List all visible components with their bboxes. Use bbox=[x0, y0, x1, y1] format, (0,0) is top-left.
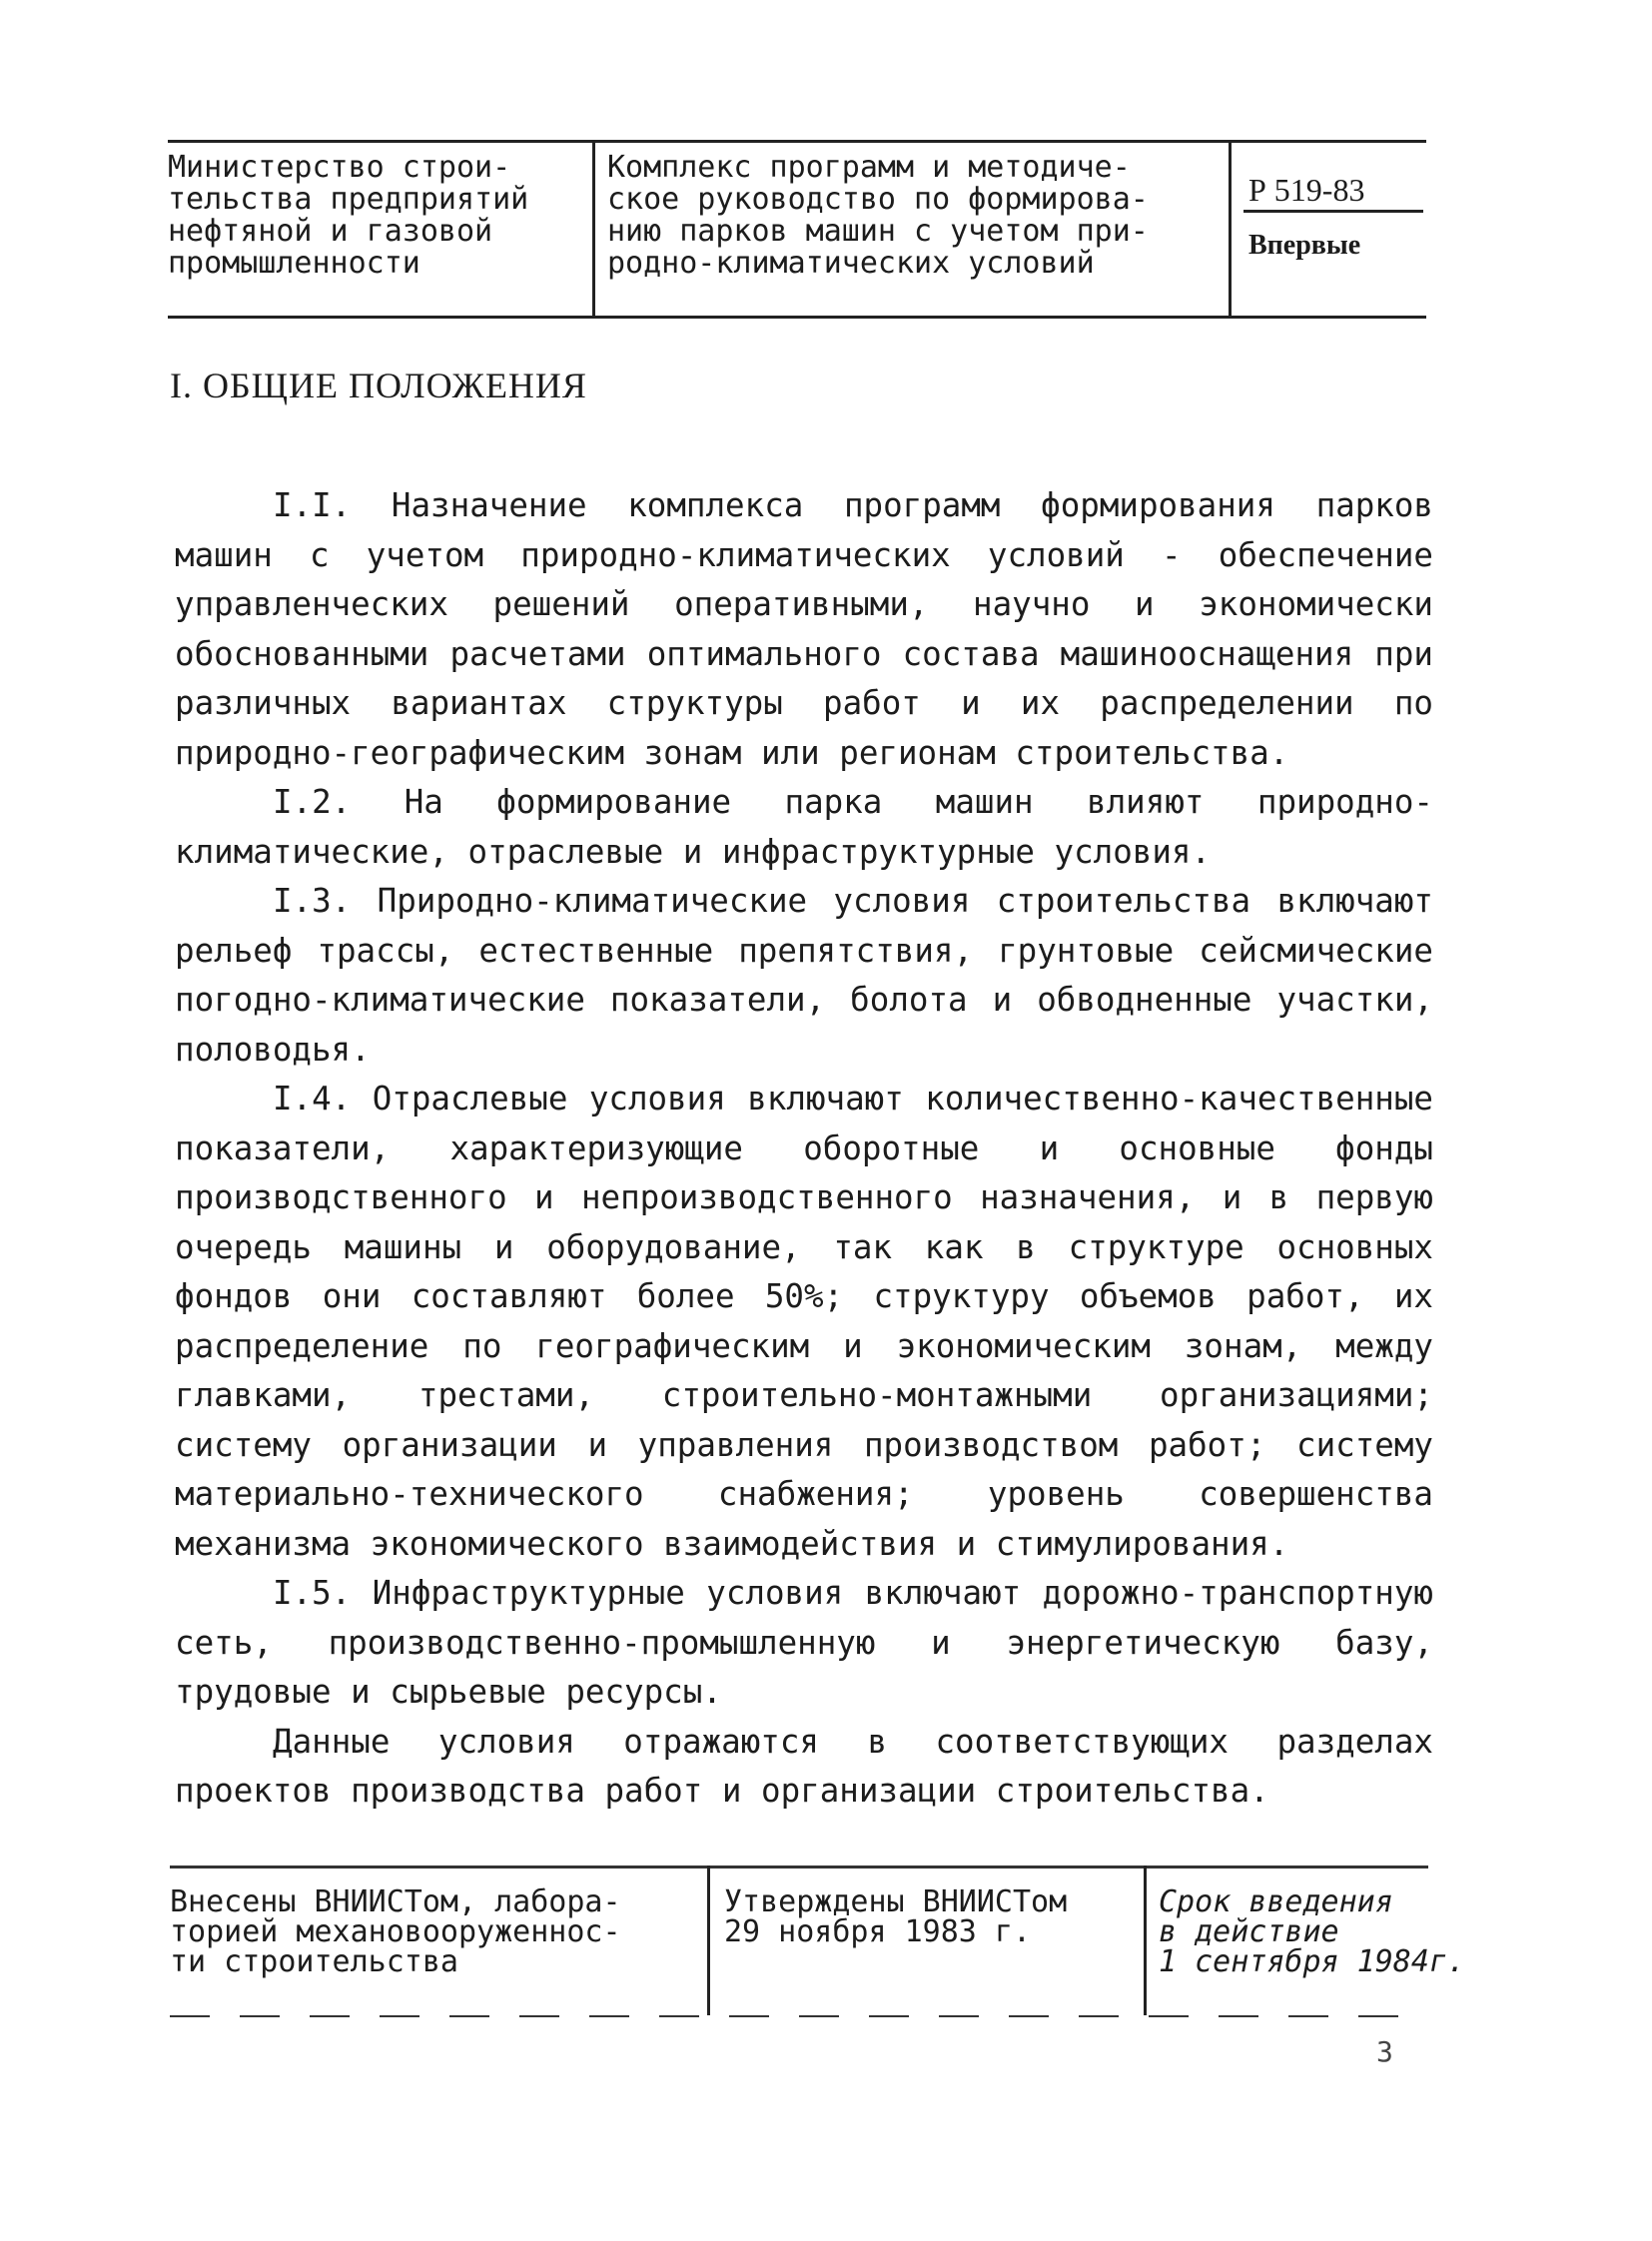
paragraph bbox=[175, 778, 1433, 877]
approved-by: Утверждены ВНИИСТом 29 ноября 1983 г. bbox=[724, 1884, 1068, 1949]
submitted-by: Внесены ВНИИСТом, лабора- торией механовооруженнос- ти строительства bbox=[170, 1884, 621, 1979]
footer-table bbox=[170, 1866, 1466, 2025]
header-divider-1 bbox=[592, 140, 595, 318]
document-title: Комплекс программ и методиче- ское руководство по формирова- нию парков машин с учетом при- родно-климатических условий bbox=[607, 150, 1149, 281]
paragraph-text: На формирование парка машин влияют природно-климатические, отраслевые и инфраструктурные условия. bbox=[175, 783, 1433, 871]
page-number: 3 bbox=[1376, 2035, 1393, 2068]
header-bottom-rule bbox=[168, 316, 1426, 319]
footer-top-rule bbox=[170, 1866, 1428, 1868]
paragraph bbox=[175, 877, 1433, 1075]
paragraph-number: I.I. bbox=[273, 486, 352, 524]
effective-date: Срок введения в действие 1 сентября 1984г. bbox=[1159, 1884, 1466, 1979]
ministry-name: Министерство строи- тельства предприятий нефтяной и газовой промышленности bbox=[168, 150, 529, 281]
header-table bbox=[168, 140, 1426, 320]
footer-divider-1 bbox=[707, 1866, 710, 2015]
paragraph-text: Назначение комплекса программ формирования парков машин с учетом природно-климатических условий - обеспечение управленческих решений оперативными, научно и экономически обоснованными расчетами оптимального состава машинооснащения при различных вариантах структуры работ и их распределении по природно-географическим зонам или регионам строительства. bbox=[175, 486, 1433, 772]
code-underline bbox=[1243, 210, 1423, 213]
document-code: Р 519-83 bbox=[1248, 172, 1365, 208]
header-divider-2 bbox=[1229, 140, 1232, 318]
header-top-rule bbox=[168, 140, 1426, 143]
footer-divider-2 bbox=[1144, 1866, 1147, 2015]
paragraph-text: Природно-климатические условия строительства включают рельеф трассы, естественные препятствия, грунтовые сейсмические погодно-климатические показатели, болота и обводненные участки, половодья. bbox=[175, 882, 1433, 1069]
paragraph-text: Инфраструктурные условия включают дорожно-транспортную сеть, производственно-промышленную и энергетическую базу, трудовые и сырьевые ресурсы. bbox=[175, 1574, 1433, 1711]
paragraph bbox=[175, 1569, 1433, 1718]
paragraph bbox=[175, 1718, 1433, 1817]
section-title: I. ОБЩИЕ ПОЛОЖЕНИЯ bbox=[170, 366, 587, 405]
paragraph-number: I.3. bbox=[273, 882, 352, 920]
paragraph bbox=[175, 481, 1433, 778]
document-body bbox=[175, 481, 1433, 1817]
paragraph-text: Отраслевые условия включают количественно-качественные показатели, характеризующие оборотные и основные фонды производственного и непроизводственного назначения, и в первую очередь машины и оборудование, так как в структуре основных фондов они составляют более 50%; структуру объемов работ, их распределение по географическим и экономическим зонам, между главками, трестами, строительно-монтажными организациями; систему организации и управления производством работ; систему материально-технического снабжения; уровень совершенства механизма экономического взаимодействия и стимулирования. bbox=[175, 1080, 1433, 1563]
paragraph-number: I.4. bbox=[273, 1080, 352, 1118]
paragraph-number: I.5. bbox=[273, 1574, 352, 1612]
paragraph-number: I.2. bbox=[273, 783, 352, 821]
footer-bottom-rule bbox=[170, 2015, 1428, 2017]
edition-label: Впервые bbox=[1248, 230, 1361, 261]
paragraph bbox=[175, 1075, 1433, 1569]
paragraph-text: Данные условия отражаются в соответствующих разделах проектов производства работ и организации строительства. bbox=[175, 1722, 1433, 1810]
